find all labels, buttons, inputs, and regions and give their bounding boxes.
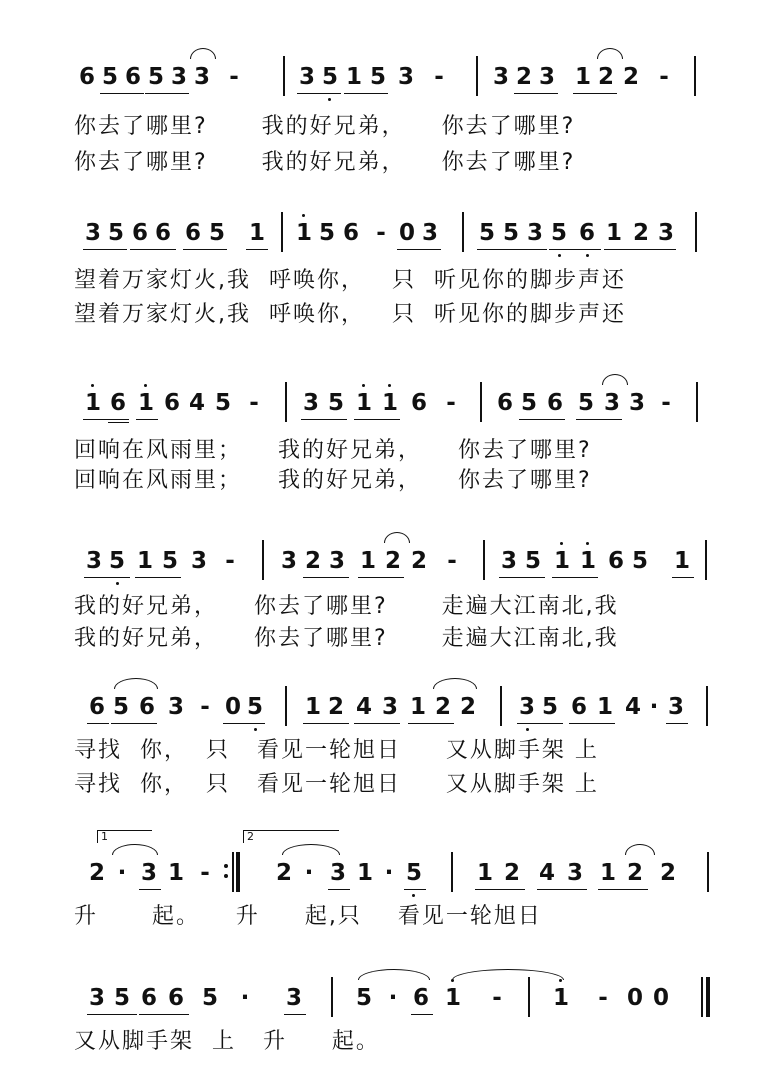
- note: 6: [410, 390, 427, 416]
- note: 5: [101, 64, 118, 90]
- barline: [285, 382, 287, 422]
- note: 1: [355, 390, 372, 416]
- note: 1: [409, 694, 426, 720]
- notes-row: [0, 546, 772, 580]
- lyric-verse-1: 望着万家灯火,我 呼唤你， 只 听见你的脚步声还: [74, 268, 626, 293]
- repeat-sign: [224, 858, 228, 884]
- note: 3: [492, 64, 509, 90]
- notes-row: [0, 692, 772, 726]
- note: 6: [412, 985, 429, 1011]
- barline: [331, 977, 333, 1017]
- note: 3: [329, 860, 346, 886]
- note: -: [376, 220, 386, 246]
- barline: [706, 686, 708, 726]
- barline: [705, 540, 707, 580]
- note: 5: [246, 694, 263, 720]
- note: 1: [476, 860, 493, 886]
- barline: [707, 852, 709, 892]
- note: 6: [184, 220, 201, 246]
- note: 1: [574, 64, 591, 90]
- note: 5: [541, 694, 558, 720]
- note: 6: [546, 390, 563, 416]
- note: 3: [397, 64, 414, 90]
- barline: [483, 540, 485, 580]
- octave-dot: [388, 384, 391, 387]
- barline: [696, 382, 698, 422]
- note: 5: [201, 985, 218, 1011]
- notes-row: [0, 858, 772, 892]
- note: ·: [117, 860, 127, 886]
- note: 6: [138, 694, 155, 720]
- note: 3: [285, 985, 302, 1011]
- lyric-line: 又从脚手架 上 升 起。: [74, 1029, 380, 1054]
- note: 3: [657, 220, 674, 246]
- note: 1: [552, 985, 569, 1011]
- note: 3: [85, 548, 102, 574]
- note: -: [200, 694, 210, 720]
- note: 5: [161, 548, 178, 574]
- note: 3: [628, 390, 645, 416]
- note: -: [492, 985, 502, 1011]
- note: 2: [384, 548, 401, 574]
- note: 2: [327, 694, 344, 720]
- note: 2: [88, 860, 105, 886]
- barline: [262, 540, 264, 580]
- note: 1: [359, 548, 376, 574]
- note: 3: [190, 548, 207, 574]
- barline: [236, 852, 240, 892]
- barline: [232, 852, 234, 892]
- barline: [694, 56, 696, 96]
- lyric-verse-2: 我的好兄弟， 你去了哪里? 走遍大江南北,我: [74, 626, 619, 651]
- note: 1: [248, 220, 265, 246]
- note: ·: [649, 694, 659, 720]
- note: 5: [108, 548, 125, 574]
- note: 5: [214, 390, 231, 416]
- note: 2: [275, 860, 292, 886]
- note: 5: [208, 220, 225, 246]
- note: 1: [84, 390, 101, 416]
- note: 1: [579, 548, 596, 574]
- note: 3: [421, 220, 438, 246]
- note: 3: [193, 64, 210, 90]
- barline: [281, 212, 283, 252]
- note: 3: [381, 694, 398, 720]
- note: -: [249, 390, 259, 416]
- note: 2: [304, 548, 321, 574]
- note: 5: [631, 548, 648, 574]
- note: 5: [502, 220, 519, 246]
- note: 6: [496, 390, 513, 416]
- note: ·: [304, 860, 314, 886]
- barline: [706, 977, 710, 1017]
- note: 5: [524, 548, 541, 574]
- note: 5: [113, 985, 130, 1011]
- note: 6: [124, 64, 141, 90]
- note: -: [434, 64, 444, 90]
- lyric-verse-1: 我的好兄弟， 你去了哪里? 走遍大江南北,我: [74, 594, 619, 619]
- barline: [701, 977, 703, 1017]
- barline: [285, 686, 287, 726]
- note: 4: [538, 860, 555, 886]
- note: 1: [444, 985, 461, 1011]
- note: 5: [405, 860, 422, 886]
- lyric-verse-2: 你去了哪里? 我的好兄弟， 你去了哪里?: [74, 150, 576, 175]
- note: 5: [550, 220, 567, 246]
- note: 3: [167, 694, 184, 720]
- note: 2: [659, 860, 676, 886]
- note: 3: [603, 390, 620, 416]
- note: 3: [526, 220, 543, 246]
- volta-2: 2: [243, 830, 339, 843]
- note: -: [661, 390, 671, 416]
- note: ·: [384, 860, 394, 886]
- barline: [480, 382, 482, 422]
- note: -: [229, 64, 239, 90]
- note: 3: [538, 64, 555, 90]
- note: 2: [410, 548, 427, 574]
- barline: [695, 212, 697, 252]
- note: 1: [599, 860, 616, 886]
- lyric-verse-2: 望着万家灯火,我 呼唤你， 只 听见你的脚步声还: [74, 302, 626, 327]
- note: 3: [140, 860, 157, 886]
- note: 5: [147, 64, 164, 90]
- note: 3: [566, 860, 583, 886]
- note: 2: [626, 860, 643, 886]
- note: 0: [626, 985, 643, 1011]
- note: 3: [88, 985, 105, 1011]
- barline: [476, 56, 478, 96]
- note: 5: [318, 220, 335, 246]
- lyric-line: 升 起。 升 起,只 看见一轮旭日: [74, 904, 542, 929]
- barline: [462, 212, 464, 252]
- note: 1: [381, 390, 398, 416]
- note: 4: [355, 694, 372, 720]
- note: 1: [596, 694, 613, 720]
- note: 6: [570, 694, 587, 720]
- note: 0: [398, 220, 415, 246]
- octave-dot: [560, 542, 563, 545]
- note: 2: [434, 694, 451, 720]
- note: 5: [321, 64, 338, 90]
- note: 3: [302, 390, 319, 416]
- barline: [528, 977, 530, 1017]
- note: 0: [652, 985, 669, 1011]
- note: 1: [136, 548, 153, 574]
- note: 3: [170, 64, 187, 90]
- note: 5: [355, 985, 372, 1011]
- octave-dot: [91, 384, 94, 387]
- note: 3: [280, 548, 297, 574]
- note: 6: [163, 390, 180, 416]
- notes-row: [0, 388, 772, 422]
- note: 2: [622, 64, 639, 90]
- note: 2: [459, 694, 476, 720]
- note: 1: [167, 860, 184, 886]
- note: 2: [632, 220, 649, 246]
- note: 6: [109, 390, 126, 416]
- note: 1: [137, 390, 154, 416]
- lyric-verse-2: 回响在风雨里； 我的好兄弟， 你去了哪里?: [74, 468, 592, 493]
- note: 6: [140, 985, 157, 1011]
- note: 6: [154, 220, 171, 246]
- octave-dot: [586, 542, 589, 545]
- note: 3: [84, 220, 101, 246]
- note: 5: [107, 220, 124, 246]
- note: 4: [188, 390, 205, 416]
- note: -: [447, 548, 457, 574]
- note: ·: [240, 985, 250, 1011]
- note: 6: [578, 220, 595, 246]
- note: -: [446, 390, 456, 416]
- note: 6: [88, 694, 105, 720]
- note: 6: [342, 220, 359, 246]
- note: 6: [607, 548, 624, 574]
- octave-dot: [451, 979, 454, 982]
- note: 3: [298, 64, 315, 90]
- note: 3: [328, 548, 345, 574]
- lyric-verse-1: 你去了哪里? 我的好兄弟， 你去了哪里?: [74, 114, 576, 139]
- note: 6: [78, 64, 95, 90]
- note: 5: [478, 220, 495, 246]
- volta-1: 1: [97, 830, 152, 843]
- note: -: [225, 548, 235, 574]
- note: 4: [624, 694, 641, 720]
- note: 5: [520, 390, 537, 416]
- barline: [500, 686, 502, 726]
- note: 6: [131, 220, 148, 246]
- note: -: [659, 64, 669, 90]
- octave-dot: [559, 979, 562, 982]
- note: 2: [515, 64, 532, 90]
- note: 5: [369, 64, 386, 90]
- octave-dot: [144, 384, 147, 387]
- notes-row: [0, 983, 772, 1017]
- note: 1: [304, 694, 321, 720]
- note: 3: [500, 548, 517, 574]
- octave-dot: [362, 384, 365, 387]
- note: 1: [345, 64, 362, 90]
- note: ·: [388, 985, 398, 1011]
- note: 3: [518, 694, 535, 720]
- barline: [283, 56, 285, 96]
- barline: [451, 852, 453, 892]
- note: 1: [295, 220, 312, 246]
- note: 3: [667, 694, 684, 720]
- note: 0: [224, 694, 241, 720]
- lyric-verse-1: 寻找 你， 只 看见一轮旭日 又从脚手架 上: [74, 738, 599, 763]
- lyric-verse-1: 回响在风雨里； 我的好兄弟， 你去了哪里?: [74, 438, 592, 463]
- note: 1: [605, 220, 622, 246]
- note: 1: [673, 548, 690, 574]
- note: 2: [503, 860, 520, 886]
- octave-dot: [302, 214, 305, 217]
- note: 2: [597, 64, 614, 90]
- notes-row: [0, 62, 772, 96]
- note: 1: [553, 548, 570, 574]
- note: -: [598, 985, 608, 1011]
- note: 5: [327, 390, 344, 416]
- note: 6: [167, 985, 184, 1011]
- lyric-verse-2: 寻找 你， 只 看见一轮旭日 又从脚手架 上: [74, 772, 599, 797]
- notes-row: [0, 218, 772, 252]
- note: 5: [577, 390, 594, 416]
- note: 1: [356, 860, 373, 886]
- note: 5: [112, 694, 129, 720]
- note: -: [200, 860, 210, 886]
